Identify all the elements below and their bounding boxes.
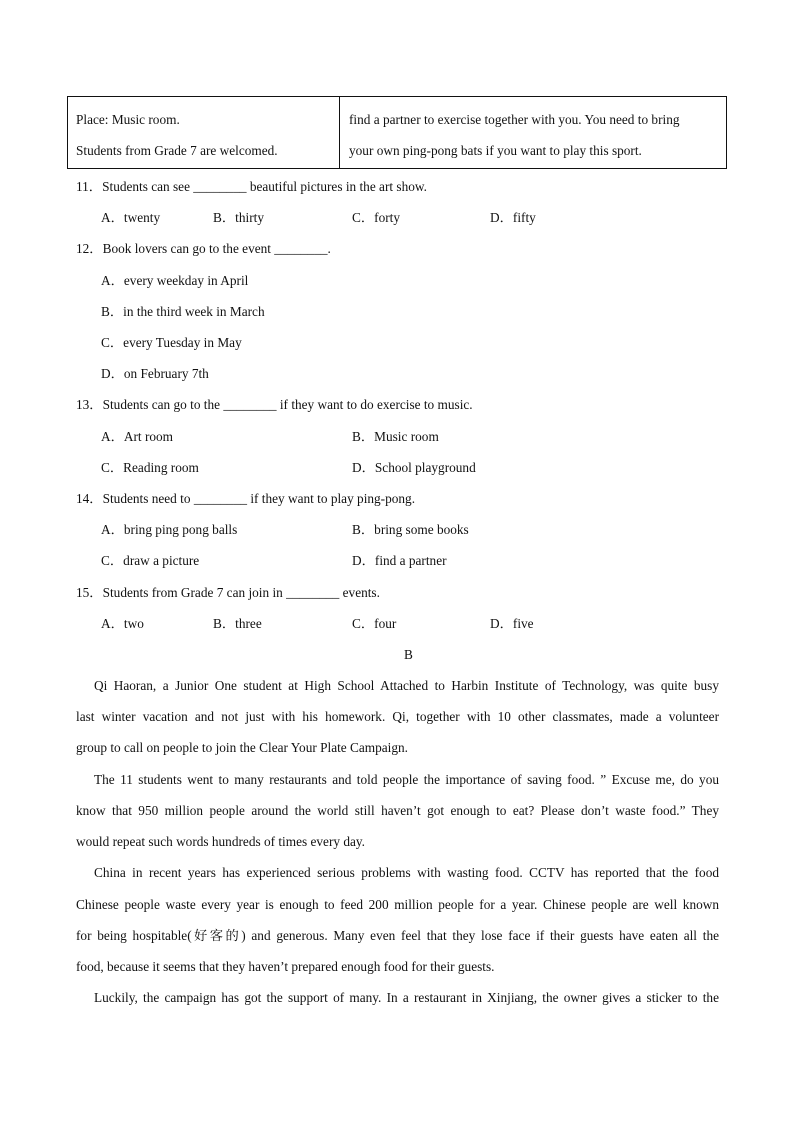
question-13-option-b[interactable]: B．Music room bbox=[352, 429, 439, 444]
section-title: B bbox=[404, 647, 413, 662]
table-right-line-2: your own ping-pong bats if you want to play this sport. bbox=[349, 143, 642, 158]
question-15-stem: 15．Students from Grade 7 can join in ________ events. bbox=[76, 585, 380, 600]
question-13-stem: 13．Students can go to the ________ if they want to do exercise to music. bbox=[76, 397, 473, 412]
passage-line-6: would repeat such words hundreds of times every day. bbox=[76, 834, 366, 849]
passage-line-2: last winter vacation and not just with his homework. Qi, together with 10 other classmates, made a volunteer bbox=[76, 709, 719, 724]
question-11-option-c[interactable]: C．forty bbox=[352, 210, 401, 225]
passage-line-1: Qi Haoran, a Junior One student at High School Attached to Harbin Institute of Technology, was quite busy bbox=[94, 678, 719, 693]
passage-line-7: China in recent years has experienced serious problems with wasting food. CCTV has reported that the food bbox=[94, 865, 719, 880]
question-14-option-a[interactable]: A．bring ping pong balls bbox=[101, 522, 238, 537]
passage-line-5: know that 950 million people around the world still haven’t got enough to eat? Please don’t waste food.” They bbox=[76, 803, 719, 818]
question-12-option-b[interactable]: B．in the third week in March bbox=[101, 304, 265, 319]
passage-line-4: The 11 students went to many restaurants and told people the importance of saving food. ” Excuse me, do you bbox=[94, 772, 719, 787]
info-table bbox=[67, 96, 727, 169]
passage-line-8: Chinese people waste every year is enough to feed 200 million people for a year. Chinese people are well known bbox=[76, 897, 719, 912]
table-right-line-1: find a partner to exercise together with you. You need to bring bbox=[349, 112, 680, 127]
question-12-option-d[interactable]: D．on February 7th bbox=[101, 366, 209, 381]
passage-line-11: Luckily, the campaign has got the support of many. In a restaurant in Xinjiang, the owner gives a sticker to the bbox=[94, 990, 719, 1005]
question-14-option-d[interactable]: D．find a partner bbox=[352, 553, 447, 568]
question-15-option-a[interactable]: A．two bbox=[101, 616, 144, 631]
question-14-stem: 14．Students need to ________ if they want to play ping-pong. bbox=[76, 491, 416, 506]
question-15-option-d[interactable]: D．five bbox=[490, 616, 534, 631]
table-left-line-2: Students from Grade 7 are welcomed. bbox=[76, 143, 278, 158]
question-12-stem: 12．Book lovers can go to the event ________. bbox=[76, 241, 331, 256]
question-11-option-d[interactable]: D．fifty bbox=[490, 210, 536, 225]
question-13-option-a[interactable]: A．Art room bbox=[101, 429, 174, 444]
question-12-option-c[interactable]: C．every Tuesday in May bbox=[101, 335, 242, 350]
passage-line-10: food, because it seems that they haven’t prepared enough food for their guests. bbox=[76, 959, 495, 974]
info-table-right-cell bbox=[340, 97, 727, 169]
question-14-option-c[interactable]: C．draw a picture bbox=[101, 553, 200, 568]
question-11-option-b[interactable]: B．thirty bbox=[213, 210, 264, 225]
passage-line-3: group to call on people to join the Clear Your Plate Campaign. bbox=[76, 740, 408, 755]
question-15-option-c[interactable]: C．four bbox=[352, 616, 397, 631]
passage-line-9: for being hospitable(好客的) and generous. Many even feel that they lose face if their guests have eaten all the bbox=[76, 928, 719, 943]
question-15-option-b[interactable]: B．three bbox=[213, 616, 262, 631]
question-14-option-b[interactable]: B．bring some books bbox=[352, 522, 469, 537]
question-13-option-d[interactable]: D．School playground bbox=[352, 460, 476, 475]
question-12-option-a[interactable]: A．every weekday in April bbox=[101, 273, 249, 288]
info-table-left-cell bbox=[68, 97, 340, 169]
question-11-option-a[interactable]: A．twenty bbox=[101, 210, 161, 225]
table-left-line-1: Place: Music room. bbox=[76, 112, 180, 127]
question-13-option-c[interactable]: C．Reading room bbox=[101, 460, 199, 475]
question-11-stem: 11．Students can see ________ beautiful pictures in the art show. bbox=[76, 179, 427, 194]
